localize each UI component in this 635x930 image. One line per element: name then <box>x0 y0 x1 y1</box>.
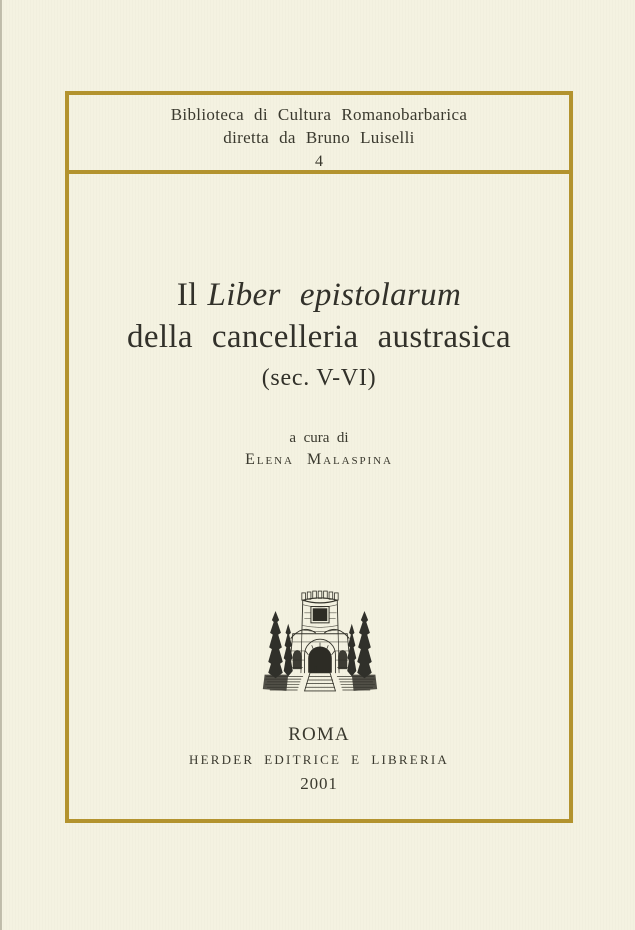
imprint-block <box>65 722 573 796</box>
imprint-year: 2001 <box>300 774 338 793</box>
title-line-2: della cancelleria austrasica <box>127 319 511 355</box>
title-lead: Il <box>176 277 198 313</box>
mausoleum-engraving-svg <box>261 585 379 697</box>
imprint-city: ROMA <box>288 724 350 745</box>
series-editor: diretta da Bruno Luiselli <box>223 128 415 147</box>
title-subtitle: (sec. V-VI) <box>261 365 377 391</box>
title-italic: Liber epistolarum <box>207 277 462 313</box>
curator-name: Elena Malaspina <box>245 451 393 468</box>
scan-edge-shadow <box>0 0 2 930</box>
title-line-1 <box>65 274 573 316</box>
series-title: Biblioteca di Cultura Romanobarbarica <box>170 105 468 124</box>
curator-label: a cura di <box>289 430 349 446</box>
curator-block <box>65 427 573 471</box>
title-block <box>65 274 573 398</box>
mausoleum-engraving-illustration <box>261 585 379 697</box>
series-divider-rule <box>65 170 573 174</box>
imprint-publisher: HERDER EDITRICE E LIBRERIA <box>189 752 449 767</box>
series-volume-number: 4 <box>315 153 323 170</box>
series-header <box>65 103 573 173</box>
